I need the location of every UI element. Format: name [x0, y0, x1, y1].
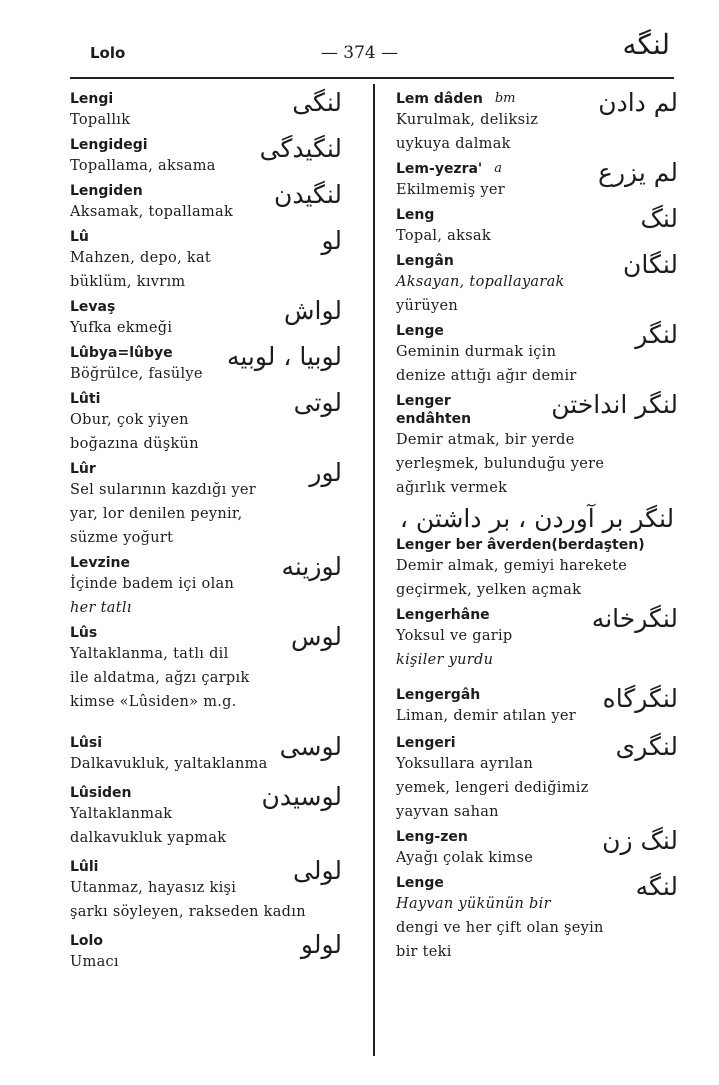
- definition-line: büklüm, kıvrım: [70, 274, 186, 290]
- definition-line: kimse «Lûsiden» m.g.: [70, 694, 237, 710]
- definition-line: Liman, demir atılan yer: [396, 708, 576, 724]
- dictionary-entry: [396, 252, 678, 318]
- arabic-script: لم يزرع: [598, 158, 678, 187]
- dictionary-entry: [70, 298, 342, 340]
- definition-line: yürüyen: [396, 298, 459, 314]
- arabic-script: لنگری: [615, 732, 678, 761]
- dictionary-entry: [396, 828, 678, 870]
- arabic-script-variant: لنگر بر آوردن ، بر داشتن ،: [399, 504, 675, 533]
- definition-line: Böğrülce, fasülye: [70, 366, 203, 382]
- arabic-script: لنگ زن: [602, 826, 678, 855]
- headword-text: Lûti: [70, 391, 101, 407]
- left-column: [70, 90, 342, 974]
- definition-line: Demir atmak, bir yerde: [396, 432, 575, 448]
- arabic-script: لواش: [284, 296, 342, 325]
- definition-line: boğazına düşkün: [70, 436, 199, 452]
- headword: [70, 228, 342, 246]
- dictionary-entry: [70, 390, 342, 456]
- definition-line: Hayvan yükünün bir: [396, 896, 551, 912]
- headword-text: Lûr: [70, 461, 96, 477]
- dictionary-entry: [70, 624, 342, 714]
- headword-text: Lûs: [70, 625, 98, 641]
- definition-line: kişiler yurdu: [396, 652, 494, 668]
- headword-text: Lolo: [70, 933, 103, 949]
- dictionary-entry: [396, 606, 678, 672]
- definition-line: süzme yoğurt: [70, 530, 174, 546]
- headword-text: Lengidegi: [70, 137, 148, 153]
- arabic-script: لنگیدگی: [259, 134, 342, 163]
- definition-line: Sel sularının kazdığı yer: [70, 482, 257, 498]
- dictionary-entry: [396, 206, 678, 248]
- column-divider: [373, 84, 375, 1056]
- dictionary-entry: [70, 932, 342, 974]
- headword-text: Leng-zen: [396, 829, 468, 845]
- definition-line: her tatlı: [70, 600, 132, 616]
- headword-text: Lûsi: [70, 735, 103, 751]
- definition-line: Dalkavukluk, yaltaklanma: [70, 756, 268, 772]
- definition-line: Geminin durmak için: [396, 344, 557, 360]
- headword-text: Lû: [70, 229, 89, 245]
- headword-continued: endâhten: [396, 411, 472, 427]
- arabic-script: لور: [309, 458, 342, 487]
- definition-line: bir teki: [396, 944, 452, 960]
- headword: [396, 206, 678, 224]
- arabic-script: لنگ: [640, 204, 678, 233]
- dictionary-entry: [70, 734, 342, 776]
- definition-line: yayvan sahan: [396, 804, 499, 820]
- page-number: — 374 —: [320, 43, 399, 63]
- dictionary-entry: [396, 734, 678, 824]
- definition-line: ile aldatma, ağzı çarpık: [70, 670, 250, 686]
- definition-line: Yufka ekmeği: [70, 320, 173, 336]
- definition-line: yemek, lengeri dediğimiz: [396, 780, 589, 796]
- dictionary-entry: [70, 344, 342, 386]
- definition-line: geçirmek, yelken açmak: [396, 582, 582, 598]
- arabic-script: لنگی: [292, 88, 342, 117]
- headword-text: Levzine: [70, 555, 130, 571]
- headword-text: Lengeri: [396, 735, 456, 751]
- definition-line: ağırlık vermek: [396, 480, 508, 496]
- header-rule: [70, 77, 674, 79]
- arabic-script: لنگرخانه: [591, 604, 678, 633]
- headword-text: Lûsiden: [70, 785, 132, 801]
- definition-line: İçinde badem içi olan: [70, 576, 235, 592]
- definition-line: Yaltaklanmak: [70, 806, 173, 822]
- headword-text: Lengân: [396, 253, 454, 269]
- arabic-script: لوسی: [279, 732, 342, 761]
- arabic-script: لم دادن: [598, 88, 678, 117]
- headword-text: Lem-yezra': [396, 161, 483, 177]
- dictionary-entry: [70, 136, 342, 178]
- definition-line: Yoksul ve garip: [396, 628, 513, 644]
- headword-text: Lenge: [396, 875, 444, 891]
- definition-line: Mahzen, depo, kat: [70, 250, 212, 266]
- definition-line: yerleşmek, bulunduğu yere: [396, 456, 605, 472]
- definition-line: Aksayan, topallayarak: [396, 274, 565, 290]
- dictionary-entry: [396, 160, 678, 202]
- definition-line: Aksamak, topallamak: [70, 204, 234, 220]
- arabic-script: لو: [321, 226, 342, 255]
- dictionary-entry: [70, 460, 342, 550]
- headword-text: Lûli: [70, 859, 99, 875]
- definition-line: uykuya dalmak: [396, 136, 511, 152]
- definition-line: Umacı: [70, 954, 119, 970]
- definition-line: Ekilmemiş yer: [396, 182, 506, 198]
- arabic-script: لنگه: [635, 872, 678, 901]
- word-origin-tag: a: [494, 161, 502, 176]
- headword-text: Leng: [396, 207, 435, 223]
- definition-line: Topal, aksak: [396, 228, 491, 244]
- arabic-script: لوسیدن: [261, 782, 342, 811]
- dictionary-entry: [396, 536, 678, 602]
- arabic-script: لنگان: [623, 250, 678, 279]
- dictionary-entry: [396, 392, 678, 536]
- dictionary-entry: [70, 858, 342, 924]
- headword-text: Lengi: [70, 91, 114, 107]
- definition-line: Yoksullara ayrılan: [396, 756, 534, 772]
- arabic-script: لنگرگاه: [602, 684, 678, 713]
- right-column: [396, 90, 678, 964]
- arabic-script: لولی: [293, 856, 342, 885]
- definition-line: Topallama, aksama: [70, 158, 216, 174]
- definition-line: denize attığı ağır demir: [396, 368, 577, 384]
- dictionary-entry: [396, 874, 678, 964]
- definition-line: dalkavukluk yapmak: [70, 830, 227, 846]
- dictionary-entry: [396, 90, 678, 156]
- dictionary-entry: [396, 322, 678, 388]
- definition-line: Obur, çok yiyen: [70, 412, 189, 428]
- dictionary-entry: [70, 554, 342, 620]
- word-origin-tag: bm: [494, 91, 516, 106]
- headword-text: Lengerhâne: [396, 607, 490, 623]
- arabic-script: لوس: [290, 622, 342, 651]
- dictionary-entry: [70, 784, 342, 850]
- arabic-script: لوزینه: [281, 552, 342, 581]
- definition-line: yar, lor denilen peynir,: [70, 506, 243, 522]
- headword-text: Lenge: [396, 323, 444, 339]
- running-head-word: Lolo: [90, 44, 126, 62]
- dictionary-entry: [70, 182, 342, 224]
- definition-line: dengi ve her çift olan şeyin: [396, 920, 604, 936]
- headword-text: Lenger: [396, 393, 451, 409]
- headword: [70, 460, 342, 478]
- definition-line: Topallık: [70, 112, 131, 128]
- arabic-script: لنگر انداختن: [551, 390, 678, 419]
- arabic-script: لوتی: [293, 388, 342, 417]
- headword-text: Lûbya=lûbye: [70, 345, 173, 361]
- running-head-arabic: لنگه: [622, 28, 670, 61]
- headword-text: Lengergâh: [396, 687, 481, 703]
- arabic-script: لنگیدن: [274, 180, 342, 209]
- headword-text: Lengiden: [70, 183, 143, 199]
- dictionary-entry: [70, 90, 342, 132]
- arabic-script: لوبیا ، لوبیه: [226, 342, 342, 371]
- arabic-script: لولو: [300, 930, 342, 959]
- dictionary-entry: [70, 228, 342, 294]
- dictionary-entry: [396, 686, 678, 728]
- definition-line: Kurulmak, deliksiz: [396, 112, 539, 128]
- arabic-script: لنگر: [635, 320, 678, 349]
- definition-line: şarkı söyleyen, rakseden kadın: [70, 904, 306, 920]
- headword-text: Levaş: [70, 299, 116, 315]
- definition-line: Demir almak, gemiyi harekete: [396, 558, 628, 574]
- headword-text: Lem dâden: [396, 91, 483, 107]
- definition-line: Yaltaklanma, tatlı dil: [70, 646, 229, 662]
- definition-line: Utanmaz, hayasız kişi: [70, 880, 237, 896]
- definition-line: Ayağı çolak kimse: [396, 850, 534, 866]
- page-header: [0, 0, 719, 80]
- headword-text: Lenger ber âverden(berdaşten): [396, 537, 645, 553]
- headword: [396, 536, 678, 554]
